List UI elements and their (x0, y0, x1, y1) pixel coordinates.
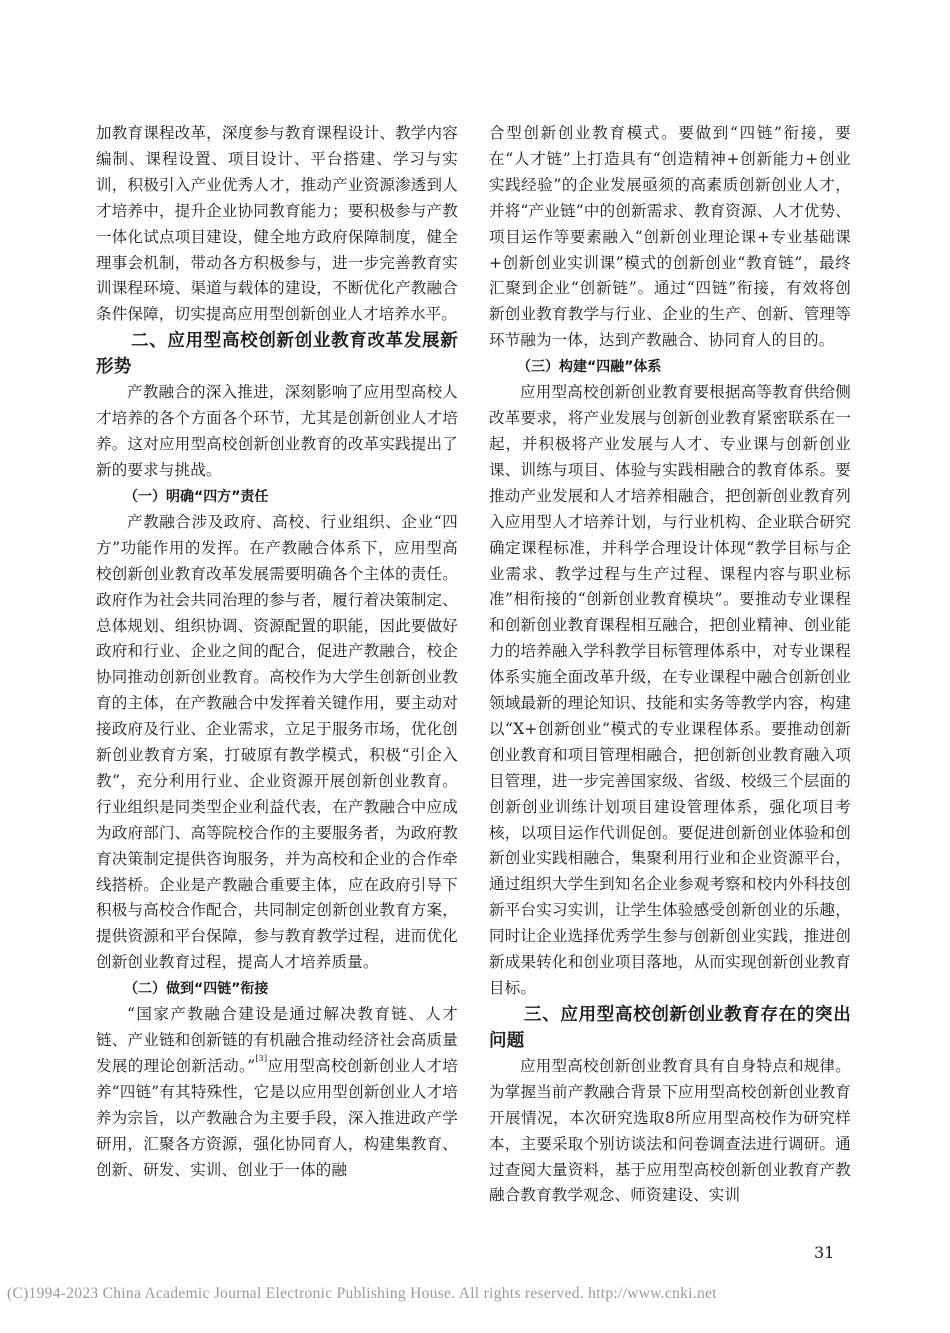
copyright-footer: (C)1994-2023 China Academic Journal Electronic Publishing House. All rights reserved. http://www.cnki.net (7, 1285, 717, 1302)
subsection2-heading: （二）做到“四链”衔接 (124, 981, 269, 998)
section3-paragraph: 应用型高校创新创业教育具有自身特点和规律。为掌握当前产教融合背景下应用型高校创新创业教育开展情况，本次研究选取8所应用型高校作为研究样本，主要采取个别访谈法和问卷调查法进行调研。通过查阅大量资料，基于应用型高校创新创业教育产教融合教育教学观念、师资建设、实训 (489, 1056, 851, 1205)
intro-paragraph: 加教育课程改革，深度参与教育课程设计、教学内容编制、课程设置、项目设计、平台搭建、学习与实训，积极引入产业优秀人才，推动产业资源渗透到人才培养中，提升企业协同教育能力；要积极参与产教一体化试点项目建设，健全地方政府保障制度，健全理事会机制，带动各方积极参与，进一步完善教育实训课程环境、渠道与载体的建设，不断优化产教融合条件保障，切实提高应用型创新创业人才培养水平。 (96, 124, 458, 324)
subsection3-heading: （三）构建“四融”体系 (517, 359, 662, 376)
section2-heading: 二、应用型高校创新创业教育改革发展新形势 (96, 331, 458, 378)
page-number: 31 (814, 1243, 835, 1262)
subsection2-paragraph (96, 1002, 458, 1183)
subsection1-heading: （一）明确“四方”责任 (124, 488, 269, 505)
subsection1-paragraph: 产教融合涉及政府、高校、行业组织、企业“四方”功能作用的发挥。在产教融合体系下，应用型高校创新创业教育改革发展需要明确各个主体的责任。政府作为社会共同治理的参与者，履行着决策制定、总体规划、组织协调、资源配置的职能，因此要做好政府和行业、企业之间的配合，促进产教融合，校企协同推动创新创业教育。高校作为大学生创新创业教育的主体，在产教融合中发挥着关键作用，要主动对接政府及行业、企业需求，立足于服务市场，优化创新创业教育方案，打破原有教学模式，积极“引企入教”，充分利用行业、企业资源开展创新创业教育。行业组织是同类型企业利益代表，在产教融合中应成为政府部门、高等院校合作的主要服务者，为政府教育决策制定提供咨询服务，并为高校和企业的合作牵线搭桥。企业是产教融合重要主体，应在政府引导下积极与高校合作配合，共同制定创新创业教育方案，提供资源和平台保障，参与教育教学过程，进而优化创新创业教育过程，提高人才培养质量。 (96, 512, 458, 972)
section3-heading: 三、应用型高校创新创业教育存在的突出问题 (489, 1004, 851, 1051)
right-column (489, 121, 851, 1209)
section2-paragraph: 产教融合的深入推进，深刻影响了应用型高校人才培养的各个方面各个环节，尤其是创新创业人才培养。这对应用型高校创新创业教育的改革实践提出了新的要求与挑战。 (96, 383, 458, 479)
subsection2-paragraph-rest: 应用型高校创新创业人才培养“四链”有其特殊性，它是以应用型创新创业人才培养为宗旨，以产教融合为主要手段，深入推进政产学研用，汇聚各方资源，强化协同育人，构建集教育、创新、研发、实训、创业于一体的融 (96, 1057, 459, 1179)
subsection2-quote: “国家产教融合建设是通过解决教育链、人才链、产业链和创新链的有机融合推动经济社会高质量发展的理论创新活动。” (96, 1005, 458, 1075)
continued-paragraph: 合型创新创业教育模式。要做到“四链”衔接，要在“人才链”上打造具有“创造精神+创新能力+创业实践经验”的企业发展亟须的高素质创新创业人才，并将“产业链”中的创新需求、教育资源、人才优势、项目运作等要素融入“创新创业理论课+专业基础课+创新创业实训课”模式的创新创业“教育链”，最终汇聚到企业“创新链”。通过“四链”衔接，有效将创新创业教育教学与行业、企业的生产、创新、管理等环节融为一体，达到产教融合、协同育人的目的。 (489, 124, 851, 350)
subsection3-paragraph: 应用型高校创新创业教育要根据高等教育供给侧改革要求，将产业发展与创新创业教育紧密联系在一起，并积极将产业发展与人才、专业课与创新创业课、训练与项目、体验与实践相融合的教育体系。要推动产业发展和人才培养相融合，把创新创业教育列入应用型人才培养计划，与行业机构、企业联合研究确定课程标准，并科学合理设计体现“教学目标与企业需求、教学过程与生产过程、课程内容与职业标准”相衔接的“创新创业教育模块”。要推动专业课程和创新创业教育课程相互融合，把创业精神、创业能力的培养融入学科教学目标管理体系中，对专业课程体系实施全面改革升级，在专业课程中融合创新创业领域最新的理论知识、技能和实务等教学内容，构建以“X+创新创业”模式的专业课程体系。要推动创新创业教育和项目管理相融合，把创新创业教育融入项目管理，进一步完善国家级、省级、校级三个层面的创新创业训练计划项目建设管理体系，强化项目考核，以项目运作代训促创。要促进创新创业体验和创新创业实践相融合，集聚利用行业和企业资源平台，通过组织大学生到知名企业参观考察和校内外科技创新平台实习实训，让学生体验感受创新创业的乐趣，同时让企业选择优秀学生参与创新创业实践，推进创新成果转化和创业项目落地，从而实现创新创业教育目标。 (489, 383, 851, 997)
left-column (96, 121, 458, 1184)
citation-reference: [3] (255, 1054, 268, 1063)
